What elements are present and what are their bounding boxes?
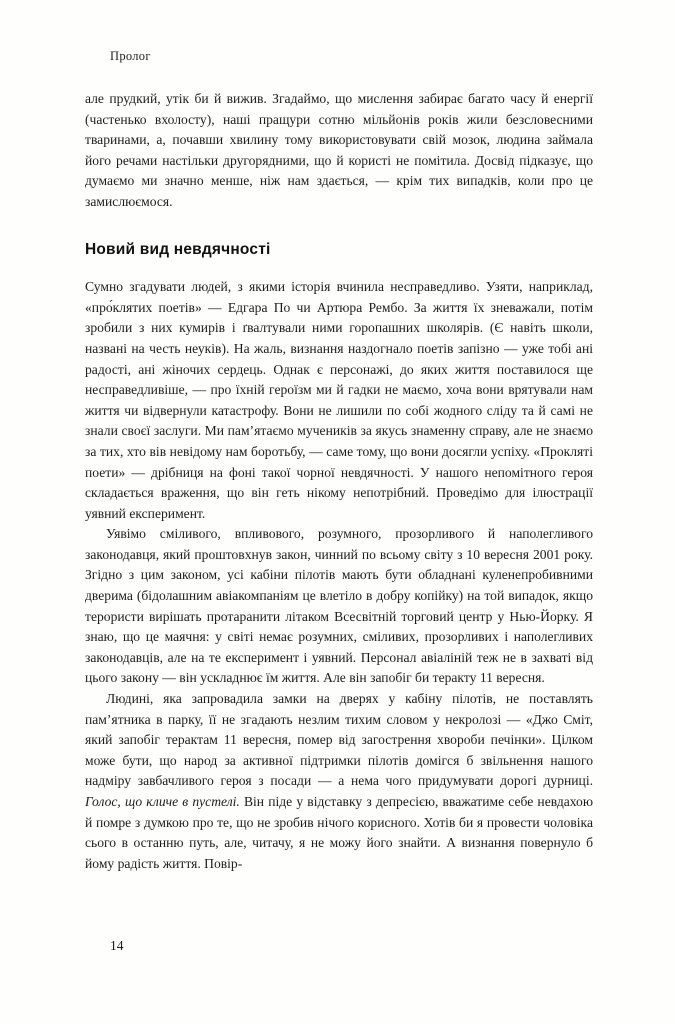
running-header <box>110 49 151 64</box>
paragraph-2: Сумно згадувати людей, з якими історія вчинила несправедливо. Узяти, наприклад, «про́клятих поетів» — Едгара По чи Артюра Рембо. За життя їх зневажали, потім зробили з них кумирів і ґвалтували ними горопашних школярів. (Є навіть школи, названі на честь неуків). На жаль, визнання наздогнало поетів запізно — уже тобі ані радості, ані жіночих сердець. Однак є персонажі, до яких життя поставилося ще несправедливіше, — про їхній героїзм ми й гадки не маємо, хоча вони врятували нам життя чи відвернули катастрофу. Вони не лишили по собі жодного сліду та й самі не знали своєї заслуги. Ми пам’ятаємо мучеників за якусь знаменну справу, але не знаємо за тих, хто вів невідому нам боротьбу, — саме тому, що вони досягли успіху. «Прокляті поети» — дрібниця на фоні такої чорної невдячності. У нашого непомітного героя складається враження, що він геть нікому непотрібний. Проведімо для ілюстрації уявний експеримент. <box>85 279 593 521</box>
running-header-text: Пролог <box>110 49 151 63</box>
paragraph-4-text-before: Людині, яка запровадила замки на дверях у кабіну пілотів, не поставлять пам’ятника в парку, її не згадають незлим тихим словом у некролозі — «Джо Сміт, який запобіг терактам 11 вересня, помер від загострення хвороби печінки». Цілком може бути, що народ за активної підтримки пілотів домігся б звільнення нашого надміру завбачливого героя з посади — а нема чого придумувати дорогі дурниці. <box>85 691 593 789</box>
page-number: 14 <box>110 938 124 953</box>
paragraph-4 <box>85 689 593 874</box>
paragraph-3: Уявімо сміливого, впливового, розумного, прозорливого й наполегливого законодавця, який проштовхнув закон, чинний по всьому світу з 10 вересня 2001 року. Згідно з цим законом, усі кабіни пілотів мають бути обладнані куленепробивними дверима (бідолашним авіакомпаніям це влетіло в добру копійку) на той випадок, якщо терористи вирішать протаранити літаком Всесвітній торговий центр у Нью-Йорку. Я знаю, що це маячня: у світі немає розумних, сміливих, прозорливих і наполегливих законодавців, але на те експеримент і уявний. Персонал авіаліній теж не в захваті від цього закону — він ускладнює їм життя. Але він запобіг би теракту 11 вересня. <box>85 526 593 686</box>
section-heading: Новий вид невдячності <box>85 240 271 258</box>
paragraph-4-text-after: Він піде у відставку з депресією, вважатиме себе невдахою й помре з думкою про те, що не зробив нічого корисного. Хотів би я провести чоловіка сього в останню путь, але, читачу, я не можу його знайти. А визнання повернуло б йому радість життя. Повір- <box>85 794 593 871</box>
paragraph-4-italic-phrase: Голос, що кличе в пустелі. <box>85 794 240 809</box>
text-block <box>85 89 593 874</box>
paragraph-continuation: але прудкий, утік би й вижив. Згадаймо, що мислення забирає багато часу й енергії (частенько вхолосту), наші пращури сотню мільйонів років жили безсловесними тваринами, а, почавши хвилину тому використовувати свій мозок, людина займала його речами настільки другорядними, що й користі не помітила. Досвід підказує, що думаємо ми значно менше, ніж нам здається, — крім тих випадків, коли про це замислюємося. <box>85 91 593 209</box>
